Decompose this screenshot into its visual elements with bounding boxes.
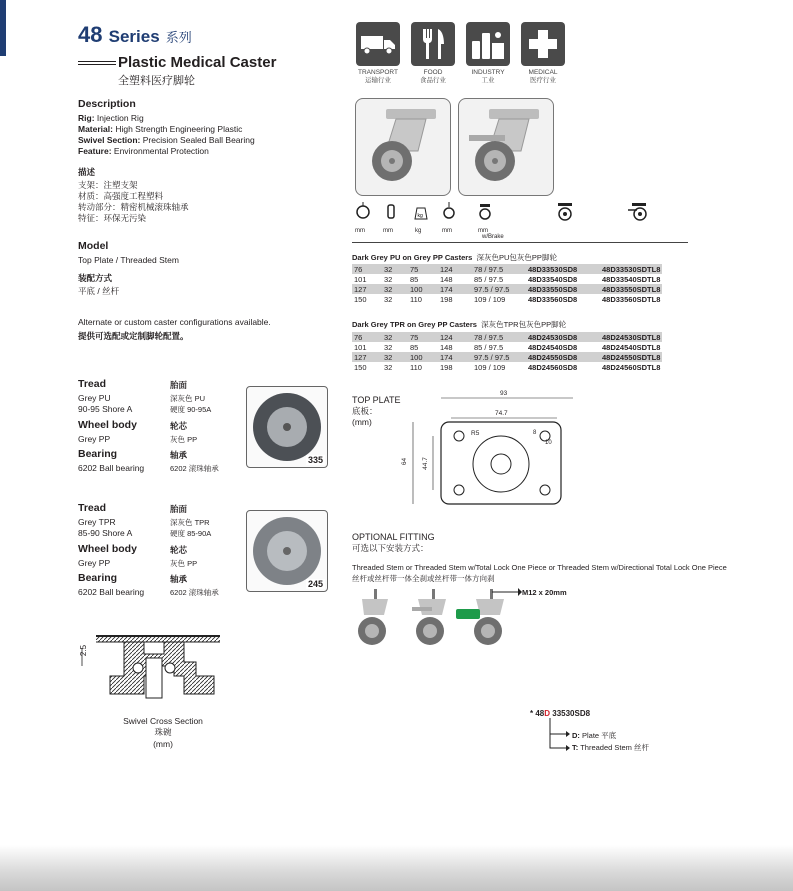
- table-cell: 109 / 109: [474, 294, 506, 304]
- title-cn: 全塑料医疗脚轮: [118, 75, 195, 87]
- table-cell: 32: [382, 352, 408, 362]
- unit-mm-1: mm: [355, 228, 365, 234]
- swivel-radius-icon: [474, 202, 496, 222]
- cross-section-dim: 2.5: [79, 644, 89, 657]
- wheel2-image: [246, 510, 328, 592]
- table-row: [352, 284, 662, 294]
- table-pu-title: Dark Grey PU on Grey PP Casters 深灰色PU包灰色PP脚轮: [352, 253, 557, 262]
- svg-text:kg: kg: [417, 213, 423, 219]
- model-value-cn: 平底 / 丝杆: [78, 286, 120, 296]
- top-plate-drawing: [401, 390, 580, 519]
- table-row: [352, 294, 662, 304]
- unit-mm-3: mm: [442, 228, 452, 234]
- fork-knife-icon: [418, 27, 448, 61]
- industry-industry: INDUSTRY 工业: [461, 22, 515, 85]
- table-cell: 85 / 97.5: [474, 342, 504, 352]
- plate-caster-icon: [552, 202, 578, 224]
- table-cell: 150: [354, 362, 367, 372]
- table-row: [352, 342, 662, 352]
- table-cell: 97.5 / 97.5: [472, 352, 526, 362]
- wheel1-body-heading: Wheel body: [78, 419, 137, 431]
- wheel2-body-value-cn: 灰色 PP: [170, 559, 198, 568]
- model-code-cell: 48D24540SDTL8: [602, 342, 661, 352]
- table-cell: 32: [382, 284, 408, 294]
- table-cell: 127: [352, 284, 382, 294]
- description-list-cn: 支架：注塑支架 材质：高强度工程塑料 转动部分：精密机械滚珠轴承 特征：环保无污染: [78, 180, 189, 223]
- dim-radius: R5: [471, 430, 480, 437]
- table-cell: 109 / 109: [474, 362, 506, 372]
- model-code-cell: 48D33530SDTL8: [602, 264, 661, 274]
- table-cell: 75: [408, 264, 438, 274]
- wheel2-bearing-value-cn: 6202 滚珠轴承: [170, 588, 219, 597]
- table-cell: 174: [438, 284, 472, 294]
- title-rule-2: [78, 64, 116, 65]
- table-cell: 150: [354, 294, 367, 304]
- table-row: [352, 264, 662, 274]
- table-cell: 148: [440, 342, 453, 352]
- tread-width-icon: [380, 202, 402, 222]
- fitting-heading: OPTIONAL FITTING 可选以下安装方式：: [352, 532, 435, 553]
- title-rule-1: [78, 61, 116, 62]
- table-cell: 32: [382, 332, 408, 342]
- wheel1-bearing-value-cn: 6202 滚珠轴承: [170, 464, 219, 473]
- table-row: [352, 274, 662, 284]
- industry-medical: MEDICAL 医疗行业: [516, 22, 570, 85]
- code-t-meaning: T: Threaded Stem 丝杆: [572, 743, 649, 752]
- model-value: Top Plate / Threaded Stem: [78, 255, 179, 265]
- table-cell: 85: [410, 342, 419, 352]
- wheel2-tread-values-cn: 深灰色 TPR 硬度 85-90A: [170, 518, 212, 538]
- table-cell: 32: [384, 342, 393, 352]
- wheel1-tread-values-cn: 深灰色 PU 硬度 90-95A: [170, 394, 212, 414]
- wheel2-tread-values: Grey TPR 85-90 Shore A: [78, 517, 133, 538]
- unit-mm-2: mm: [383, 228, 393, 234]
- table-pu: [352, 264, 662, 304]
- wheel1-body-value: Grey PP: [78, 434, 111, 444]
- wheel-diameter-icon: [352, 202, 374, 222]
- model-code-cell: 48D24560SD8: [528, 362, 578, 372]
- table-cell: 76: [352, 264, 382, 274]
- wheel1-body-value-cn: 灰色 PP: [170, 435, 198, 444]
- wheel1-bearing-value: 6202 Ball bearing: [78, 463, 145, 473]
- wheel2-body-heading: Wheel body: [78, 543, 137, 555]
- table-cell: 97.5 / 97.5: [472, 284, 526, 294]
- custom-note: Alternate or custom caster configurations available.: [78, 317, 271, 327]
- stem-pointer-arrow: [490, 585, 522, 599]
- dim-height-inner: 44.7: [421, 457, 429, 470]
- table-cell: 101: [354, 342, 367, 352]
- top-plate-label: TOP PLATE 底板： (mm): [352, 395, 401, 427]
- model-code-cell: 48D33540SDTL8: [602, 274, 661, 284]
- wheel2-size-badge: 245: [307, 579, 323, 589]
- table-cell: 101: [354, 274, 367, 284]
- table-cell: 100: [408, 352, 438, 362]
- wheel1-bearing-heading-cn: 轴承: [170, 450, 188, 460]
- swivel-cross-section-drawing: [80, 628, 230, 715]
- table-tpr: [352, 332, 662, 372]
- fitting-description: Threaded Stem or Threaded Stem w/Total Lock One Piece or Threaded Stem w/Directional Total Lock One Piece: [352, 563, 727, 572]
- dim-hole-w: 8: [533, 430, 537, 436]
- brake-caster-icon: [626, 202, 652, 224]
- wheel2-body-value: Grey PP: [78, 558, 111, 568]
- dim-height: 64: [401, 457, 409, 466]
- factory-icon: [469, 27, 507, 61]
- model-code-cell: 48D33560SDTL8: [602, 294, 661, 304]
- truck-icon: [360, 33, 396, 55]
- wheel2-tread-heading-cn: 胎面: [170, 504, 188, 514]
- table-cell: 110: [410, 362, 422, 372]
- wheel2-bearing-value: 6202 Ball bearing: [78, 587, 145, 597]
- table-cell: 76: [352, 332, 382, 342]
- industry-transport: TRANSPORT 运输行业: [351, 22, 405, 85]
- table-cell: 148: [440, 274, 453, 284]
- wheel1-body-heading-cn: 轮芯: [170, 421, 188, 431]
- wheel2-bearing-heading-cn: 轴承: [170, 574, 188, 584]
- accent-bar: [0, 0, 6, 56]
- series-title: 48 Series 系列: [78, 22, 192, 47]
- model-code-cell: 48D24550SDTL8: [602, 352, 661, 362]
- model-code-cell: 48D24550SD8: [526, 352, 600, 362]
- description-list: Rig: Injection Rig Material: High Strength Engineering Plastic Swivel Section: Precision Sealed Ball Bearing Feature: Environmental Protection: [78, 113, 255, 156]
- wheel1-size-badge: 335: [307, 455, 323, 465]
- table-tpr-title: Dark Grey TPR on Grey PP Casters 深灰色TPR包灰色PP脚轮: [352, 320, 567, 329]
- wheel1-tread-heading-cn: 胎面: [170, 380, 188, 390]
- wheel1-image: [246, 386, 328, 468]
- stem-size-label: M12 x 20mm: [522, 588, 567, 597]
- caster-photo-brake: [458, 98, 554, 196]
- table-cell: 100: [408, 284, 438, 294]
- table-cell: 110: [410, 294, 422, 304]
- dimension-symbol-row: [352, 202, 688, 243]
- load-capacity-icon: [410, 202, 432, 222]
- table-row: [352, 352, 662, 362]
- fitting-description-cn: 丝杆或丝杆带一体全刹或丝杆带一体方向刹: [352, 574, 495, 583]
- industry-food: FOOD 食品行业: [406, 22, 460, 85]
- model-heading: Model: [78, 240, 109, 252]
- table-cell: 127: [352, 352, 382, 362]
- wheel1-tread-values: Grey PU 90-95 Shore A: [78, 393, 133, 414]
- table-cell: 32: [382, 264, 408, 274]
- table-cell: 198: [440, 362, 453, 372]
- wheel1-tread-heading: Tread: [78, 378, 107, 390]
- model-code-cell: 48D33560SD8: [528, 294, 578, 304]
- medical-cross-icon: [527, 28, 559, 60]
- wheel2-bearing-heading: Bearing: [78, 572, 118, 584]
- caster-photo-plain: [355, 98, 451, 196]
- wheel2-tread-heading: Tread: [78, 502, 107, 514]
- page-footer-gradient: [0, 845, 793, 891]
- code-d-meaning: D: Plate 平底: [572, 731, 617, 740]
- table-cell: 198: [440, 294, 453, 304]
- model-code-cell: 48D33540SD8: [528, 274, 578, 284]
- cross-section-caption: Swivel Cross Section 珠碗 (mm): [123, 716, 203, 749]
- table-cell: 32: [384, 274, 393, 284]
- overall-height-icon: [438, 202, 460, 222]
- unit-mm-4: mm: [478, 228, 488, 234]
- dim-hole-h: 10: [545, 440, 552, 446]
- table-row: [352, 332, 662, 342]
- title-en: Plastic Medical Caster: [118, 54, 277, 71]
- unit-kg: kg: [415, 228, 422, 234]
- table-cell: 174: [438, 352, 472, 362]
- model-heading-cn: 装配方式: [78, 273, 113, 283]
- table-cell: 78 / 97.5: [472, 264, 526, 274]
- table-cell: 85: [410, 274, 419, 284]
- wheel1-bearing-heading: Bearing: [78, 448, 118, 460]
- model-code-cell: 48D33550SD8: [526, 284, 600, 294]
- description-heading: Description: [78, 98, 136, 110]
- table-cell: 78 / 97.5: [472, 332, 526, 342]
- table-row: [352, 362, 662, 372]
- table-cell: 124: [438, 332, 472, 342]
- custom-note-cn: 提供可选配或定制脚轮配置。: [78, 331, 189, 341]
- description-heading-cn: 描述: [78, 167, 96, 177]
- dim-outer: 93: [500, 390, 508, 397]
- model-code-cell: 48D24540SD8: [528, 342, 578, 352]
- table-cell: 124: [438, 264, 472, 274]
- model-code-cell: 48D24530SDTL8: [602, 332, 661, 342]
- table-cell: 32: [384, 362, 393, 372]
- table-cell: 32: [384, 294, 393, 304]
- dim-inner: 74.7: [495, 410, 508, 417]
- code-legend-connector: [546, 718, 572, 752]
- model-code-cell: 48D33530SD8: [526, 264, 600, 274]
- unit-brake: w/Brake: [482, 234, 504, 240]
- table-cell: 85 / 97.5: [474, 274, 504, 284]
- code-legend: * 48D 33530SD8: [530, 709, 591, 718]
- model-code-cell: 48D33550SDTL8: [602, 284, 661, 294]
- wheel2-body-heading-cn: 轮芯: [170, 545, 188, 555]
- model-code-cell: 48D24530SD8: [526, 332, 600, 342]
- model-code-cell: 48D24560SDTL8: [602, 362, 661, 372]
- table-cell: 75: [408, 332, 438, 342]
